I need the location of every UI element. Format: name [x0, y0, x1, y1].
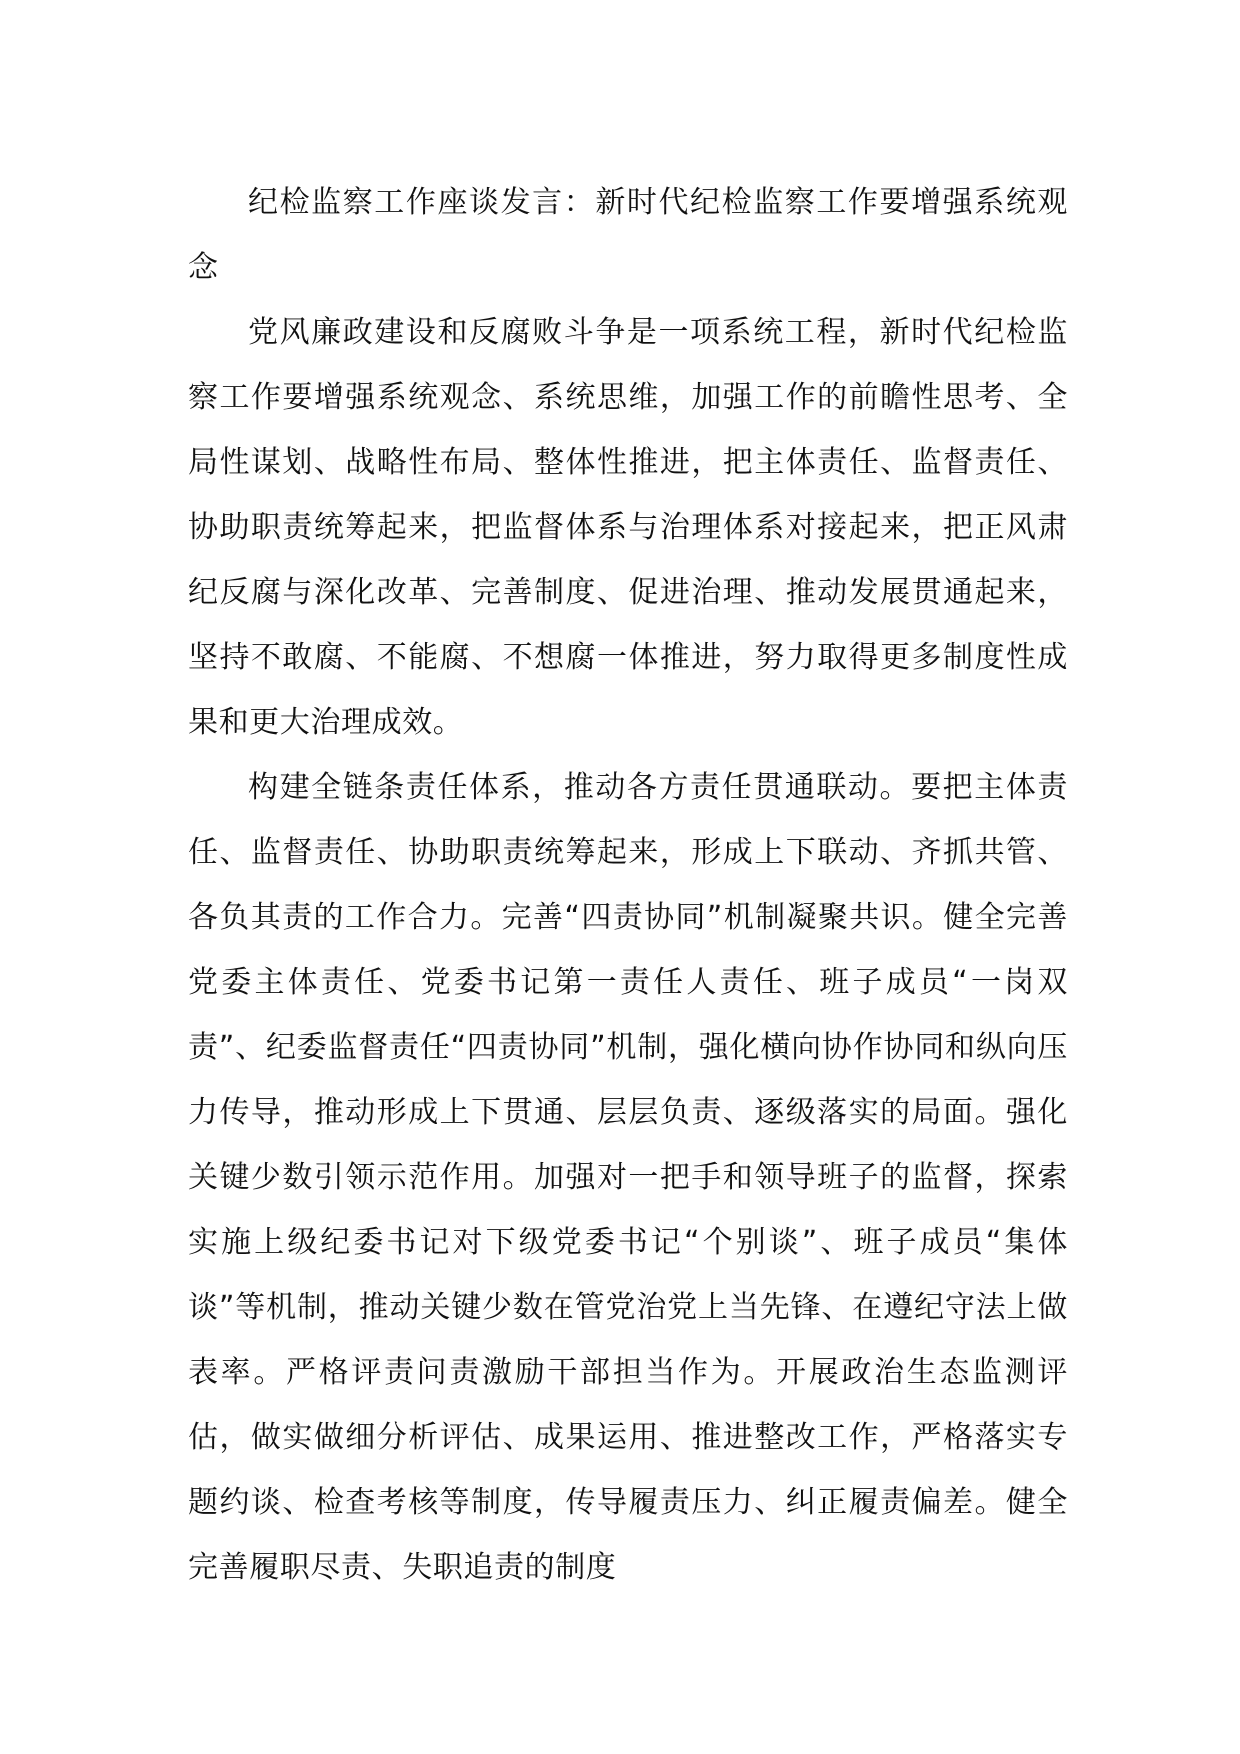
- document-title: 纪检监察工作座谈发言：新时代纪检监察工作要增强系统观念: [188, 185, 1068, 285]
- paragraph-intro: 党风廉政建设和反腐败斗争是一项系统工程，新时代纪检监察工作要增强系统观念、系统思维，加强工作的前瞻性思考、全局性谋划、战略性布局、整体性推进，把主体责任、监督责任、协助职责统筹起来，把监督体系与治理体系对接起来，把正风肃纪反腐与深化改革、完善制度、促进治理、推动发展贯通起来，坚持不敢腐、不能腐、不想腐一体推进，努力取得更多制度性成果和更大治理成效。: [188, 315, 1068, 740]
- paragraph-responsibility-system: 构建全链条责任体系，推动各方责任贯通联动。要把主体责任、监督责任、协助职责统筹起来，形成上下联动、齐抓共管、各负其责的工作合力。完善“四责协同”机制凝聚共识。健全完善党委主体责任、党委书记第一责任人责任、班子成员“一岗双责”、纪委监督责任“四责协同”机制，强化横向协作协同和纵向压力传导，推动形成上下贯通、层层负责、逐级落实的局面。强化关键少数引领示范作用。加强对一把手和领导班子的监督，探索实施上级纪委书记对下级党委书记“个别谈”、班子成员“集体谈”等机制，推动关键少数在管党治党上当先锋、在遵纪守法上做表率。严格评责问责激励干部担当作为。开展政治生态监测评估，做实做细分析评估、成果运用、推进整改工作，严格落实专题约谈、检查考核等制度，传导履责压力、纠正履责偏差。健全完善履职尽责、失职追责的制度: [188, 770, 1068, 1585]
- document-body: [188, 170, 1068, 1600]
